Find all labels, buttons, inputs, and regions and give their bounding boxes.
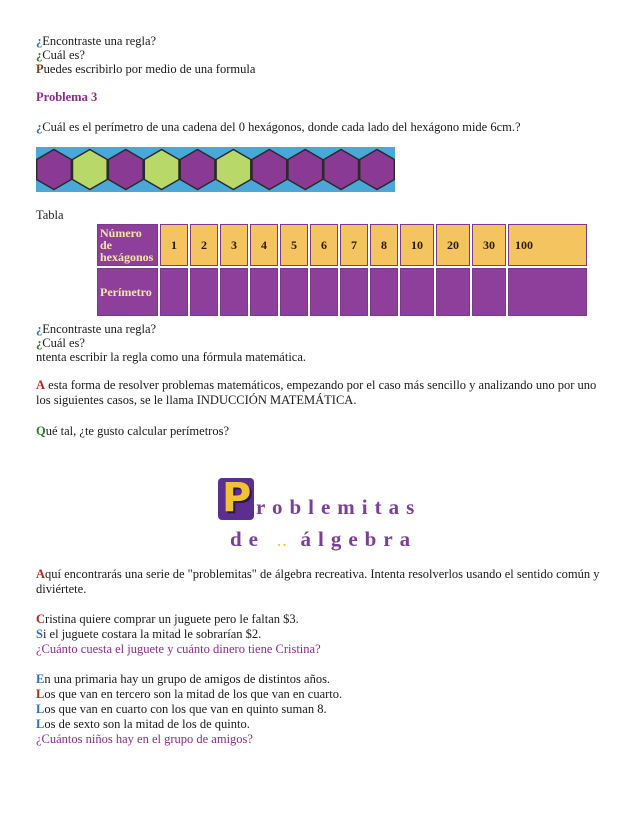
initial-letter: C [36, 612, 46, 626]
top-question-2: ¿Cuál es? [36, 48, 85, 62]
initial-letter: P [36, 62, 44, 76]
table-header-cell: 4 [250, 224, 278, 266]
table-empty-cell [508, 268, 587, 316]
initial-letter: ¿ [36, 120, 43, 134]
table-empty-cell [190, 268, 218, 316]
initial-letter: ¿ [36, 336, 43, 350]
problema-3-title: Problema 3 [36, 90, 98, 104]
problemitas-logo [218, 475, 254, 521]
cristina-question: ¿Cuánto cuesta el juguete y cuánto dinero tiene Cristina? [36, 642, 321, 656]
row-label-hexagonos: Número de hexágonos [97, 224, 158, 266]
table-empty-cell [250, 268, 278, 316]
table-empty-cell [436, 268, 470, 316]
initial-letter: ¿ [36, 34, 43, 48]
initial-letter: L [36, 717, 45, 731]
top-question-1: ¿Encontraste una regla? [36, 34, 157, 48]
table-row-perimetro [97, 268, 587, 316]
hexagon-shape [144, 150, 179, 190]
table-empty-cell [472, 268, 506, 316]
table-empty-cell [280, 268, 308, 316]
hexagon-shape [37, 150, 72, 190]
hexagon-table [95, 222, 589, 318]
amigos-line-4: Los de sexto son la mitad de los de quinto. [36, 717, 250, 731]
table-empty-cell [400, 268, 434, 316]
amigos-line-1: En una primaria hay un grupo de amigos de distintos años. [36, 672, 331, 686]
tabla-label: Tabla [36, 208, 64, 222]
initial-letter: A [36, 378, 46, 392]
table-header-cell: 3 [220, 224, 248, 266]
initial-letter: L [36, 702, 45, 716]
amigos-line-3: Los que van en cuarto con los que van en quinto suman 8. [36, 702, 327, 716]
table-empty-cell [340, 268, 368, 316]
table-header-cell: 7 [340, 224, 368, 266]
table-header-cell: 8 [370, 224, 398, 266]
table-header-cell: 100 [508, 224, 587, 266]
table-empty-cell [160, 268, 188, 316]
hexagon-shape [73, 150, 108, 190]
hexagon-shape [180, 150, 215, 190]
initial-letter: Q [36, 424, 46, 438]
table-row-hexagonos [97, 224, 587, 266]
amigos-question: ¿Cuántos niños hay en el grupo de amigos? [36, 732, 253, 746]
heading-problemitas: roblemitas [256, 495, 422, 519]
amigos-line-2: Los que van en tercero son la mitad de los que van en cuarto. [36, 687, 343, 701]
initial-letter: E [36, 672, 45, 686]
induccion-paragraph: A esta forma de resolver problemas matemáticos, empezando por el caso más sencillo y analizando uno por uno los siguientes casos, se le llama INDUCCIÓN MATEMÁTICA. [36, 378, 597, 407]
hexagon-shape [252, 150, 287, 190]
table-header-cell: 30 [472, 224, 506, 266]
cristina-line-1: Cristina quiere comprar un juguete pero le faltan $3. [36, 612, 299, 626]
top-question-3: Puedes escribirlo por medio de una formula [36, 62, 256, 76]
initial-letter: S [36, 627, 43, 641]
perimetros-line: Qué tal, ¿te gusto calcular perímetros? [36, 424, 229, 438]
hexagon-shape [360, 150, 395, 190]
initial-letter: ¿ [36, 322, 43, 336]
hexagon-shape [216, 150, 251, 190]
hexagon-shape [324, 150, 359, 190]
table-header-cell: 2 [190, 224, 218, 266]
after-question-1: ¿Encontraste una regla? [36, 322, 157, 336]
initial-letter: ¿ [36, 48, 43, 62]
table-empty-cell [370, 268, 398, 316]
row-label-perimetro: Perímetro [97, 268, 158, 316]
logo-letter: P [222, 475, 252, 521]
hexagon-chain-image [36, 147, 395, 192]
table-header-cell: 1 [160, 224, 188, 266]
intro-paragraph: Aquí encontrarás una serie de "problemitas" de álgebra recreativa. Intenta resolverlos usando el sentido común y diviértete. [36, 567, 600, 596]
table-header-cell: 10 [400, 224, 434, 266]
hexagon-chain-svg [36, 147, 395, 192]
hexagon-shape [108, 150, 143, 190]
after-question-2: ¿Cuál es? [36, 336, 85, 350]
initial-letter: A [36, 567, 46, 581]
hexagon-shape [288, 150, 323, 190]
table-header-cell: 5 [280, 224, 308, 266]
table-header-cell: 6 [310, 224, 338, 266]
initial-letter: L [36, 687, 45, 701]
heading-de-algebra: de .. álgebra [230, 527, 418, 551]
table-empty-cell [310, 268, 338, 316]
after-question-3: ntenta escribir la regla como una fórmula matemática. [36, 350, 307, 364]
problema-3-question: ¿Cuál es el perímetro de una cadena del 0 hexágonos, donde cada lado del hexágono mide 6cm.? [36, 120, 521, 134]
table-header-cell: 20 [436, 224, 470, 266]
table-empty-cell [220, 268, 248, 316]
cristina-line-2: Si el juguete costara la mitad le sobrarían $2. [36, 627, 262, 641]
